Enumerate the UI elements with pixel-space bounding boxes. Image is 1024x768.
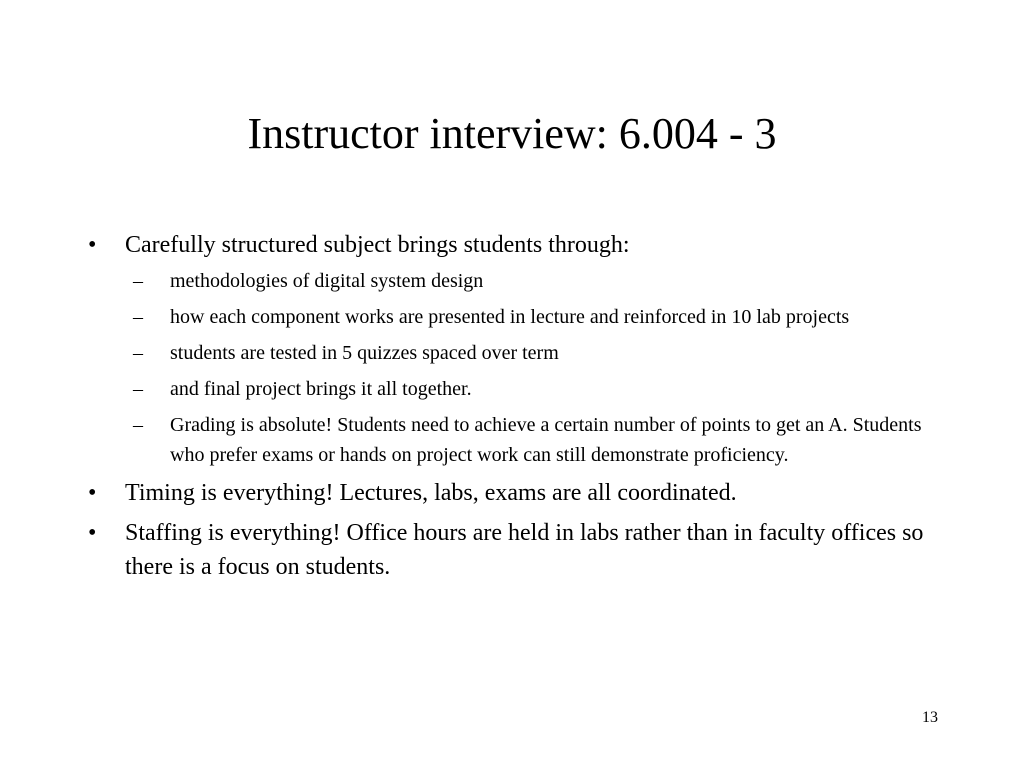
sub-bullet-text: and final project brings it all together.: [170, 378, 472, 400]
bullet-text: Carefully structured subject brings students through:: [125, 232, 630, 258]
sub-bullet-item: [133, 266, 948, 296]
slide-title: Instructor interview: 6.004 - 3: [247, 109, 777, 158]
dash-icon: –: [133, 342, 143, 364]
dash-icon: –: [133, 378, 143, 400]
bullet-icon: •: [88, 520, 97, 546]
sub-bullet-item: [133, 410, 948, 470]
dash-icon: –: [133, 306, 143, 328]
sub-bullet-text: students are tested in 5 quizzes spaced over term: [170, 342, 559, 364]
sub-bullet-text: methodologies of digital system design: [170, 270, 484, 292]
bullet-item: [88, 476, 948, 510]
dash-icon: –: [133, 270, 143, 292]
bullet-text: Timing is everything! Lectures, labs, exams are all coordinated.: [125, 480, 737, 506]
bullet-item: [88, 228, 948, 262]
page-number: 13: [922, 709, 938, 726]
bullet-icon: •: [88, 480, 97, 506]
bullet-item: [88, 516, 948, 584]
bullet-list: [88, 228, 948, 584]
sub-bullet-text: Grading is absolute! Students need to achieve a certain number of points to get an A. Students who prefer exams or hands on project work can still demonstrate proficiency.: [170, 414, 922, 466]
sub-bullet-item: [133, 374, 948, 404]
bullet-text: Staffing is everything! Office hours are held in labs rather than in faculty offices so there is a focus on students.: [125, 520, 924, 580]
sub-bullet-item: [133, 338, 948, 368]
sub-bullet-text: how each component works are presented in lecture and reinforced in 10 lab projects: [170, 306, 850, 328]
bullet-icon: •: [88, 232, 97, 258]
sub-bullet-list: [88, 266, 948, 470]
sub-bullet-item: [133, 302, 948, 332]
dash-icon: –: [133, 414, 143, 436]
